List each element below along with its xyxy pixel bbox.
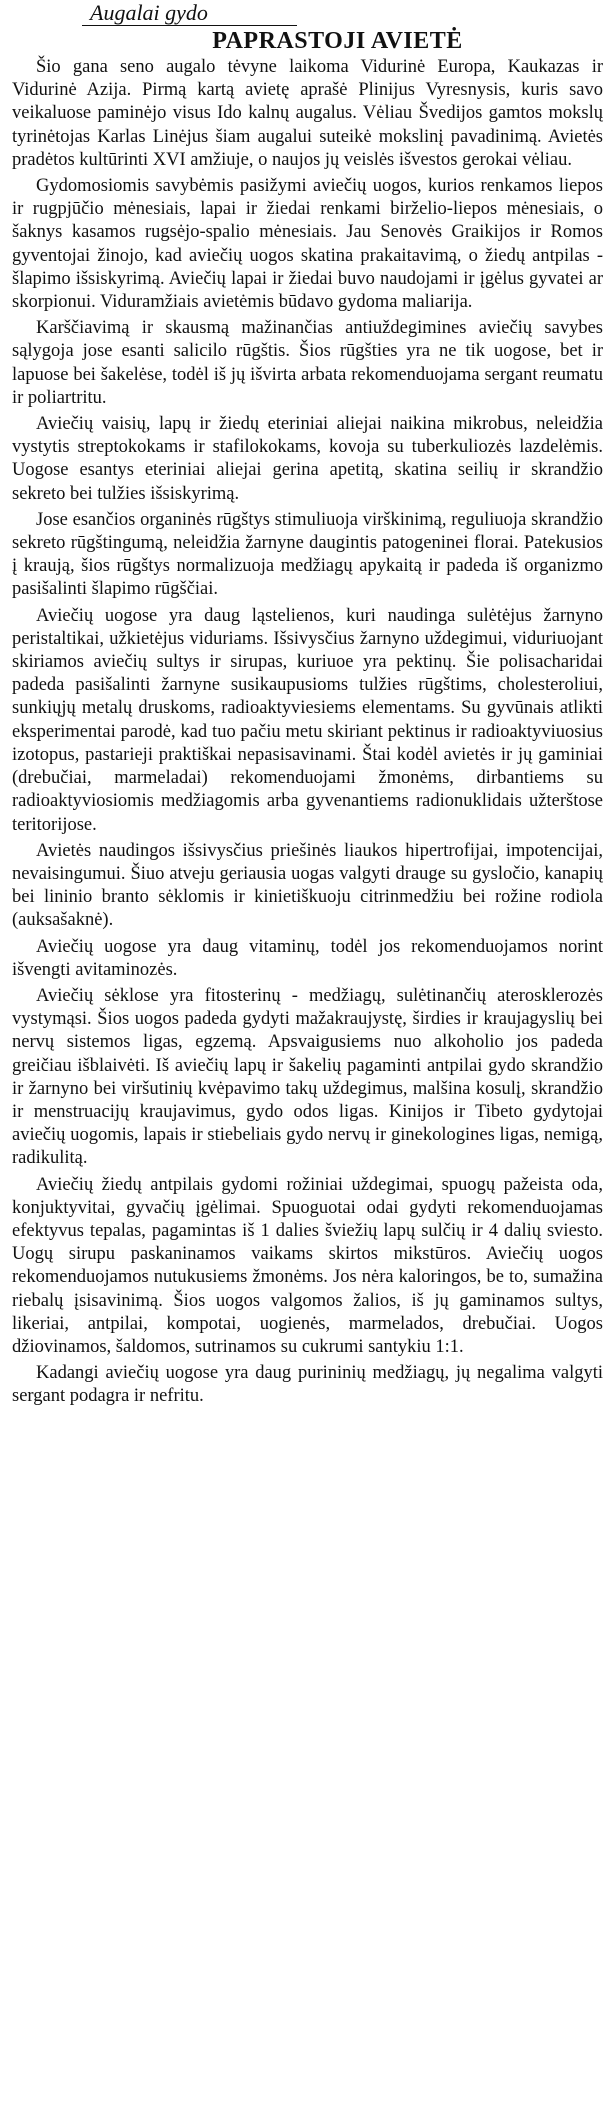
paragraph-essential-oils: Aviečių vaisių, lapų ir žiedų eteriniai aliejai naikina mikrobus, neleidžia vystytis streptokokams ir stafilokokams, kovoja su tuberkuliozės lazdelėmis. Uogose esantys eteriniai aliejai gerina apetitą, skatina seilių ir skrandžio sekreto bei tulžies išsiskyrimą. — [12, 414, 603, 504]
paragraph-vitamins: Aviečių uogose yra daug vitaminų, todėl jos rekomenduojamos norint išvengti avitaminozės. — [12, 936, 603, 980]
paragraph-fiber-pectins: Aviečių uogose yra daug ląstelienos, kuri naudinga sulėtėjus žarnyno peristaltikai, užkietėjus viduriams. Išsivysčius žarnyno uždegimui, viduriuojant skiriamos aviečių sultys ir sirupas, kuriuoe yra pektinų. Šie polisacharidai padeda pasišalinti žarnyne susikaupusioms tulžies rūgštims, cholesteroliui, sunkiųjų metalų druskoms, radioaktyviesiems elementams. Su gyvūnais atlikti eksperimentai parodė, kad tuo pačiu metu skiriant pektinus ir radioaktyviuosius izotopus, pastarieji praktiškai nepasisavinami. Štai kodėl avietės ir jų gaminiai (drebučiai, marmeladai) rekomenduojami žmonėms, dirbantiems su radioaktyviosiomis medžiagomis arba gyvenantiems radionuklidais užterštose teritorijose. — [12, 605, 603, 835]
rubric-heading: Augalai gydo — [82, 0, 297, 26]
paragraph-flower-infusions: Aviečių žiedų antpilais gydomi rožiniai uždegimai, spuogų pažeista oda, konjuktyvitai, gyvačių įgėlimai. Spuoguotai odai gydyti rekomenduojamas efektyvus tepalas, pagamintas iš 1 dalies šviežių lapų sulčių ir 4 dalių sviesto. Uogų sirupu paskaninamos vaikams skirtos mikstūros. Aviečių uogos rekomenduojamos nutukusiems žmonėms. Jos nėra kaloringos, be to, sumažina riebalų įsisavinimą. Šios uogos valgomos žalios, iš jų gaminamos sultys, likeriai, antpilai, kompotai, uogienės, marmelados, drebučiai. Uogos džiovinamos, šaldomos, sutrinamos su cukrumi santykiu 1:1. — [12, 1174, 603, 1357]
paragraph-salicylic-acid: Karščiavimą ir skausmą mažinančias antiuždegimines aviečių savybes sąlygoja jose esanti salicilo rūgštis. Šios rūgšties yra ne tik uogose, bet ir lapuose bei šakelėse, todėl iš jų išvirta arbata rekomenduojama sergant reumatu ir poliartritu. — [12, 318, 603, 408]
paragraph-harvest: Gydomosiomis savybėmis pasižymi aviečių uogos, kurios renkamos liepos ir rugpjūčio mėnesiais, lapai ir žiedai renkami birželio-liepos mėnesiais, o šaknys kasamos rugsėjo-spalio mėnesiais. Jau Senovės Graikijos ir Romos gyventojai žinojo, kad aviečių uogos skatina prakaitavimą, o žiedų antpilas - šlapimo išsiskyrimą. Aviečių lapai ir žiedai buvo naudojami ir įgėlus gyvatei ar skorpionui. Viduramžiais avietėmis būdavo gydoma maliarija. — [12, 176, 603, 313]
paragraph-origin: Šio gana seno augalo tėvyne laikoma Vidurinė Europa, Kaukazas ir Vidurinė Azija. Pirmą kartą avietę aprašė Plinijus Vyresnysis, kuris savo veikaluose paminėjo visus Ido kalnų augalus. Vėliau Švedijos gamtos mokslų tyrinėtojas Karlas Linėjus šiam augalui suteikė mokslinį pavadinimą. Avietės pradėtos kultūrinti XVI amžiuje, o naujos jų veislės išvestos gerokai vėliau. — [12, 57, 603, 170]
paragraph-seeds: Aviečių sėklose yra fitosterinų - medžiagų, sulėtinančių aterosklerozės vystymąsi. Šios uogos padeda gydyti mažakraujystę, širdies ir kraujagyslių bei nervų sistemos ligas, egzemą. Apsvaigusiems nuo alkoholio jos padeda greičiau išblaivėti. Iš aviečių lapų ir šakelių pagaminti antpilai gydo skrandžio ir žarnyno bei viršutinių kvėpavimo takų uždegimus, malšina kosulį, skrandžio ir menstruacijų kraujavimus, gydo odos ligas. Kinijos ir Tibeto gydytojai aviečių uogomis, lapais ir stiebeliais gydo nervų ir ginekologines ligas, nemigą, radikulitą. — [12, 985, 603, 1169]
paragraph-organic-acids: Jose esančios organinės rūgštys stimuliuoja virškinimą, reguliuoja skrandžio sekreto rūgštingumą, neleidžia žarnyne daugintis patogeninei florai. Patekusios į kraują, šios rūgštys normalizuoja medžiagų apykaitą ir padeda iš organizmo pasišalinti šlapimo rūgščiai. — [12, 509, 603, 600]
paragraph-prostate: Avietės naudingos išsivysčius priešinės liaukos hipertrofijai, impotencijai, nevaisingumui. Šiuo atveju geriausia uogas valgyti drauge su gysločio, kanapių bei lininio branto sėklomis ir kinietiškuoju citrinmedžiu bei rožine rodiola (auksašaknė). — [12, 840, 603, 931]
article-title: PAPRASTOJI AVIETĖ — [212, 28, 463, 54]
article-body — [12, 56, 603, 1409]
paragraph-warning: Kadangi aviečių uogose yra daug purininių medžiagų, jų negalima valgyti sergant podagra ir nefritu. — [12, 1363, 603, 1407]
